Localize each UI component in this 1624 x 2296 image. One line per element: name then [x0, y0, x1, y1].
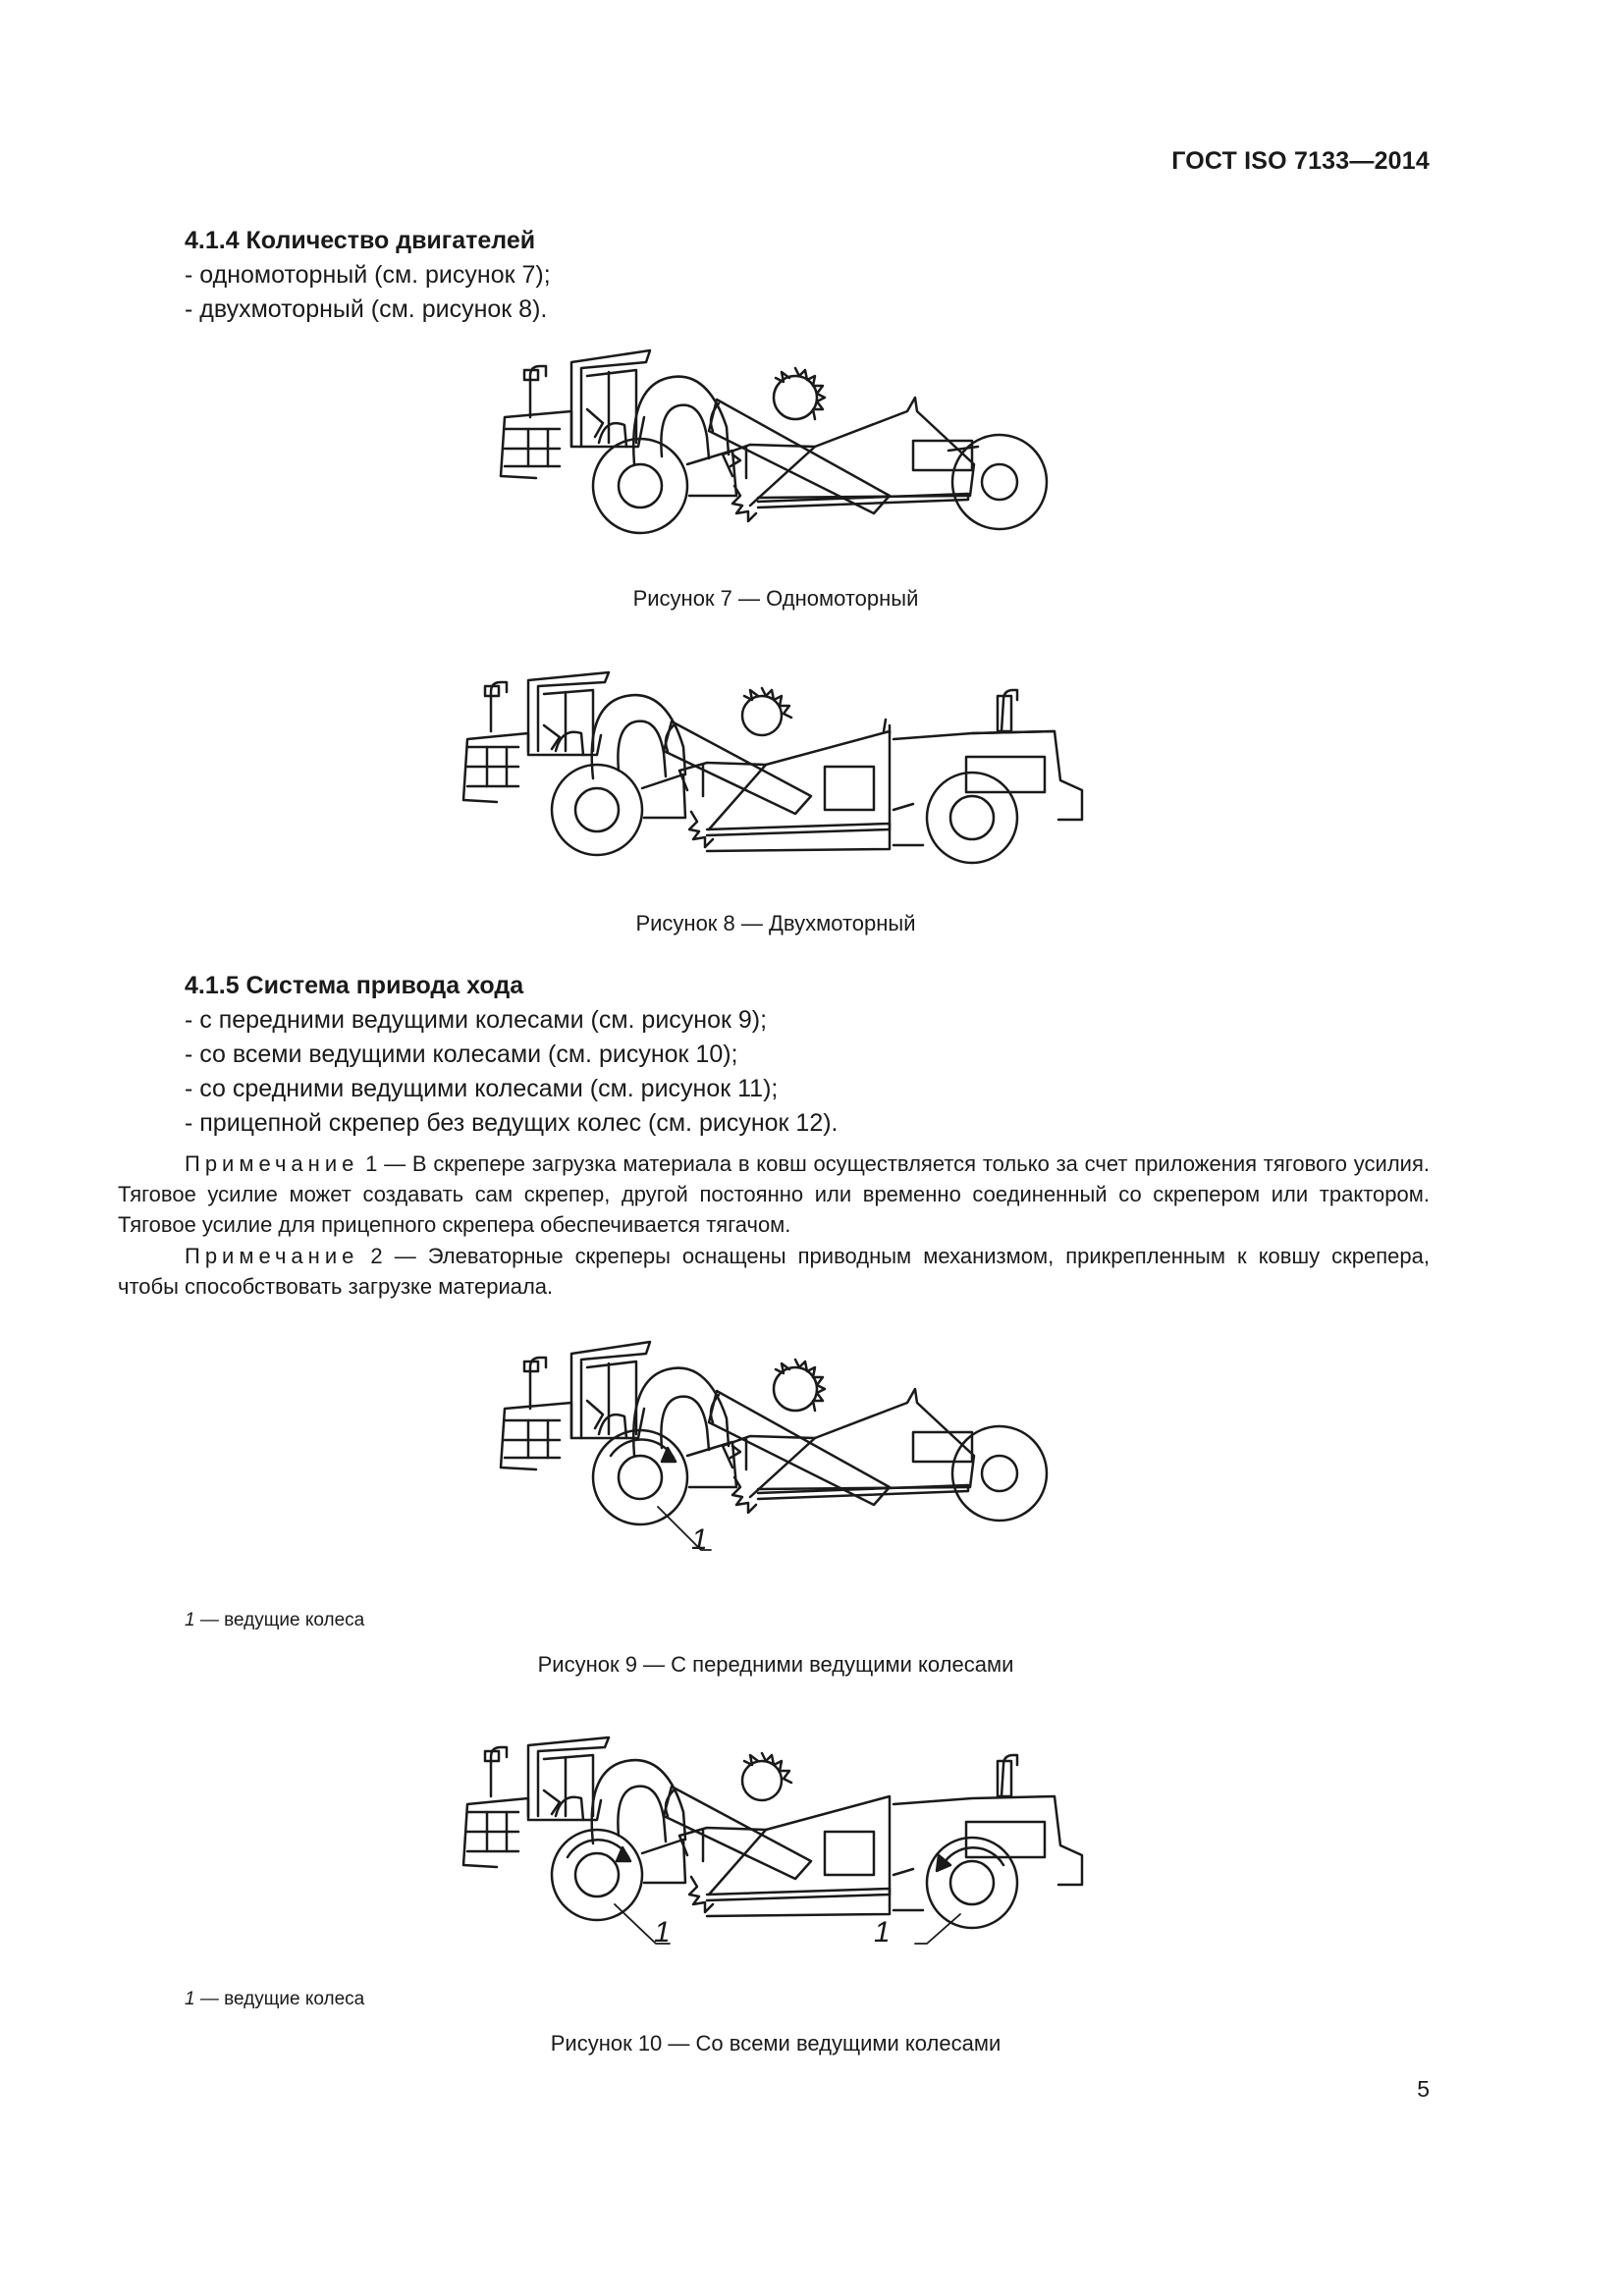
list-item: - со средними ведущими колесами (см. рисунок 11);	[185, 1075, 779, 1102]
note-text: — Элеваторные скреперы оснащены приводным механизмом, прикрепленным к ковшу скрепера, чтобы способствовать загрузке материала.	[118, 1244, 1430, 1299]
note-1	[118, 1148, 1430, 1240]
list-item: - прицепной скрепер без ведущих колес (см. рисунок 12).	[185, 1109, 839, 1137]
page-number: 5	[1417, 2076, 1430, 2102]
legend-text: — ведущие колеса	[199, 1989, 365, 2009]
list-item: - со всеми ведущими колесами (см. рисунок 10);	[185, 1041, 738, 1068]
list-item: - с передними ведущими колесами (см. рисунок 9);	[185, 1006, 768, 1034]
figure-10-legend	[185, 1989, 364, 2010]
section-title-4-1-4: 4.1.4 Количество двигателей	[185, 227, 536, 254]
figure-8-caption: Рисунок 8 — Двухмоторный	[635, 911, 916, 935]
note-text: — В скрепере загрузка материала в ковш осуществляется только за счет приложения тягового усилия. Тяговое усилие может создавать сам скрепер, другой постоянно или временно соединенный со скрепером или трактором. Тяговое усилие для прицепного скрепера обеспечивается тягачом.	[118, 1151, 1430, 1237]
legend-key: 1	[185, 1610, 195, 1630]
note-label: Примечание	[185, 1244, 359, 1268]
note-number: 1	[365, 1151, 378, 1176]
figure-7-caption: Рисунок 7 — Одномоторный	[632, 586, 919, 611]
figure-9-scraper-front-drive	[501, 1340, 1051, 1566]
figure-7-scraper-single-engine	[501, 348, 1051, 555]
list-item: - двухмоторный (см. рисунок 8).	[185, 295, 548, 323]
list-item: - одномоторный (см. рисунок 7);	[185, 261, 551, 289]
figure-9-legend	[185, 1610, 364, 1631]
legend-text: — ведущие колеса	[199, 1610, 365, 1630]
callout-label: 1	[874, 1916, 891, 1949]
callout-label: 1	[654, 1916, 671, 1949]
figure-9-caption: Рисунок 9 — С передними ведущими колесами	[537, 1652, 1014, 1677]
callout-label: 1	[691, 1523, 708, 1556]
legend-key: 1	[185, 1989, 195, 2009]
document-code: ГОСТ ISO 7133—2014	[1171, 147, 1430, 175]
section-title-4-1-5: 4.1.5 Система привода хода	[185, 972, 524, 999]
note-2	[118, 1241, 1430, 1302]
note-number: 2	[370, 1244, 383, 1268]
figure-10-caption: Рисунок 10 — Со всеми ведущими колесами	[550, 2031, 1001, 2056]
figure-10-scraper-all-wheel-drive	[461, 1737, 1090, 1958]
note-label: Примечание	[185, 1151, 359, 1176]
figure-8-scraper-twin-engine	[461, 672, 1090, 883]
